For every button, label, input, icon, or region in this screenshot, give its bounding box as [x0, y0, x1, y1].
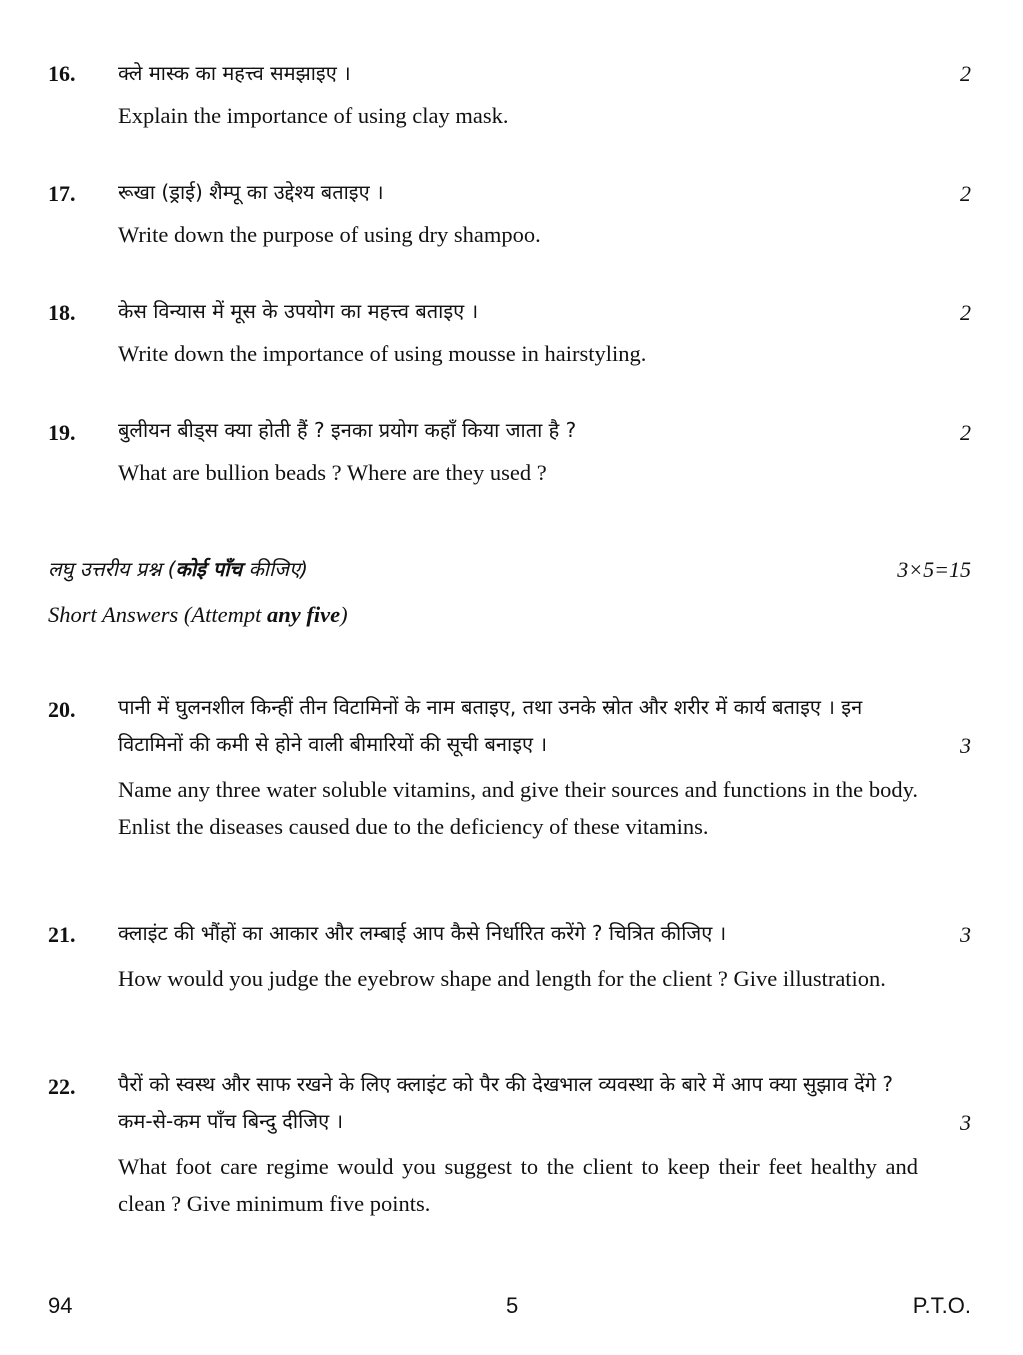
- question-marks: 2: [960, 420, 971, 445]
- please-turn-over: P.T.O.: [912, 1293, 971, 1318]
- question-hindi: रूखा (ड्राई) शैम्पू का उद्देश्य बताइए ।: [118, 180, 384, 204]
- question-hindi: केस विन्यास में मूस के उपयोग का महत्त्व बताइए ।: [118, 299, 479, 323]
- section-marks: 3×5=15: [897, 557, 971, 582]
- section-heading-english-prefix: Short Answers (Attempt: [48, 602, 267, 627]
- question-number: 19.: [48, 420, 76, 445]
- question-number: 17.: [48, 181, 76, 206]
- question-marks: 3: [960, 1110, 971, 1135]
- question-english: What are bullion beads ? Where are they used ?: [118, 460, 547, 485]
- question-marks: 2: [960, 181, 971, 206]
- question-english: How would you judge the eyebrow shape and length for the client ? Give illustration.: [118, 966, 886, 991]
- question-hindi: पैरों को स्वस्थ और साफ रखने के लिए क्लाइंट को पैर की देखभाल व्यवस्था के बारे में आप क्या सुझाव देंगे ? कम-से-कम पाँच बिन्दु दीजिए ।: [118, 1072, 894, 1133]
- question-marks: 2: [960, 61, 971, 86]
- question-english: Write down the purpose of using dry shampoo.: [118, 222, 541, 247]
- question-number: 16.: [48, 61, 76, 86]
- section-heading-english: [48, 602, 348, 628]
- question-number: 18.: [48, 300, 76, 325]
- question-english: Explain the importance of using clay mask.: [118, 103, 509, 128]
- page-number: 5: [506, 1293, 519, 1318]
- question-number: 20.: [48, 697, 76, 722]
- question-marks: 2: [960, 300, 971, 325]
- section-heading-hindi-prefix: लघु उत्तरीय प्रश्न (: [48, 557, 176, 581]
- section-heading-hindi-bold: कोई पाँच: [175, 557, 243, 581]
- question-english: Name any three water soluble vitamins, and give their sources and functions in the body. Enlist the diseases caused due to the deficiency of these vitamins.: [118, 777, 918, 839]
- question-marks: 3: [960, 733, 971, 758]
- section-heading-hindi: [48, 555, 308, 582]
- section-heading-english-suffix: ): [340, 602, 348, 627]
- paper-code: 94: [48, 1293, 73, 1318]
- section-heading-english-bold: any five: [266, 602, 341, 627]
- question-number: 22.: [48, 1074, 76, 1099]
- question-english: What foot care regime would you suggest to the client to keep their feet healthy and clean ? Give minimum five points.: [118, 1154, 918, 1216]
- question-hindi: क्ले मास्क का महत्त्व समझाइए ।: [118, 61, 351, 85]
- question-hindi: पानी में घुलनशील किन्हीं तीन विटामिनों के नाम बताइए, तथा उनके स्रोत और शरीर में कार्य बताइए । इन विटामिनों की कमी से होने वाली बीमारियों की सूची बनाइए ।: [118, 695, 863, 756]
- section-heading-hindi-suffix: कीजिए): [242, 557, 308, 581]
- question-hindi: क्लाइंट की भौंहों का आकार और लम्बाई आप कैसे निर्धारित करेंगे ? चित्रित कीजिए ।: [118, 921, 727, 945]
- question-marks: 3: [960, 922, 971, 947]
- question-hindi: बुलीयन बीड्स क्या होती हैं ? इनका प्रयोग कहाँ किया जाता है ?: [118, 418, 577, 442]
- question-english: Write down the importance of using mousse in hairstyling.: [118, 341, 647, 366]
- question-number: 21.: [48, 922, 76, 947]
